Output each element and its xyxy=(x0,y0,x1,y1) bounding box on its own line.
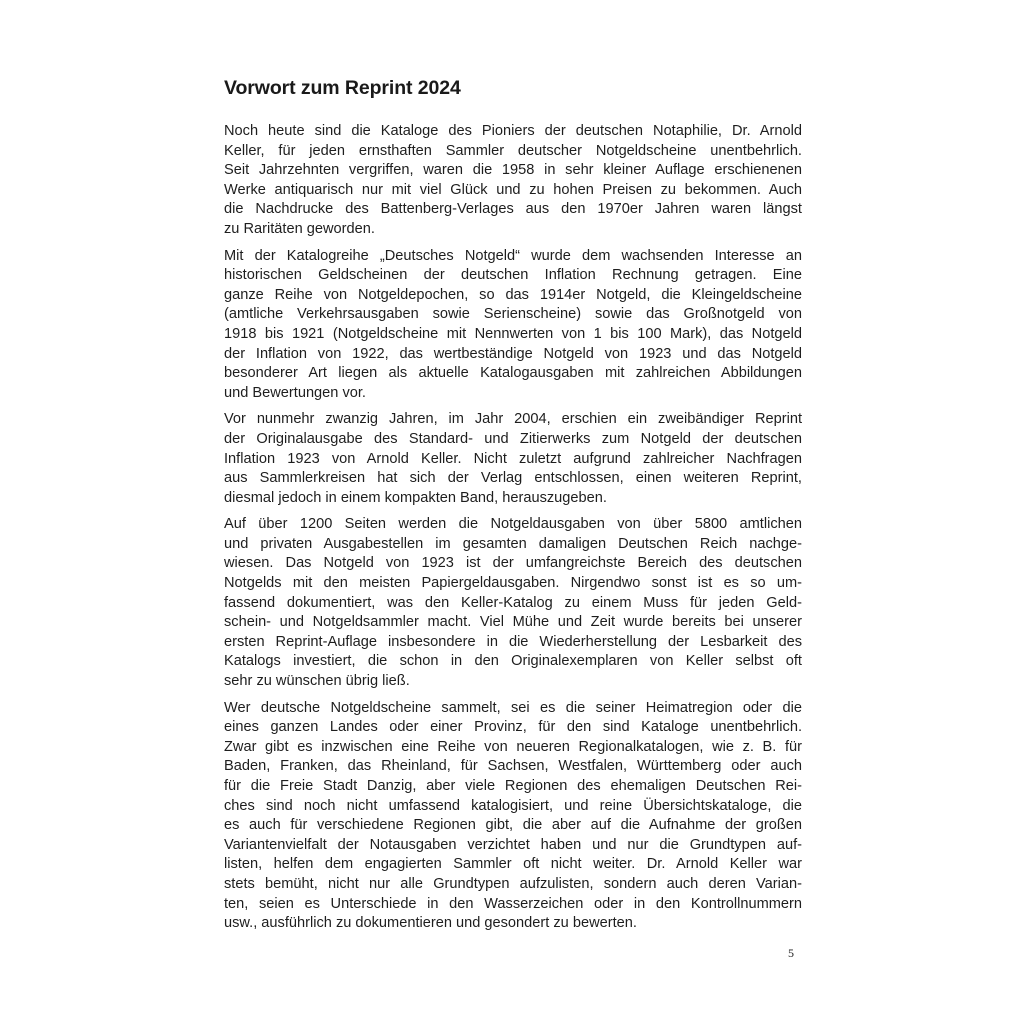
text-line: und Bewertungen vor. xyxy=(224,384,366,401)
text-line: usw., ausführlich zu dokumentieren und gesondert zu bewerten. xyxy=(224,915,637,932)
text-line: listen, helfen dem engagierten Sammler oft nicht weiter. Dr. Arnold Keller war xyxy=(224,856,802,873)
text-line: für die Freie Stadt Danzig, aber viele Regionen des ehemaligen Deutschen Rei- xyxy=(224,778,802,794)
text-line: Notgelds mit den meisten Papiergeldausgaben. Nirgendwo sonst ist es so um- xyxy=(224,575,802,592)
text-line: Baden, Franken, das Rheinland, für Sachsen, Westfalen, Württemberg oder auch xyxy=(224,758,802,775)
text-line: Mit der Katalogreihe „Deutsches Notgeld“ wurde dem wachsenden Interesse an xyxy=(224,247,802,264)
text-line: Auf über 1200 Seiten werden die Notgeldausgaben von über 5800 amtlichen xyxy=(224,516,802,533)
text-line: Zwar gibt es inzwischen eine Reihe von neueren Regionalkatalogen, wie z. B. für xyxy=(224,738,802,755)
text-line: zu Raritäten geworden. xyxy=(224,220,375,237)
page-content xyxy=(224,76,802,941)
text-line: und privaten Ausgabestellen im gesamten damaligen Deutschen Reich nachge- xyxy=(224,535,802,552)
text-line: Wer deutsche Notgeldscheine sammelt, sei es die seiner Heimatregion oder die xyxy=(224,699,802,716)
text-line: es auch für verschiedene Regionen gibt, die aber auf die Aufnahme der großen xyxy=(224,817,802,834)
text-line: stets bemüht, nicht nur alle Grundtypen aufzulisten, sondern auch deren Varian- xyxy=(224,875,802,892)
text-line: besonderer Art liegen als aktuelle Katalogausgaben mit zahlreichen Abbildungen xyxy=(224,365,802,382)
text-line: wiesen. Das Notgeld von 1923 ist der umfangreichste Bereich des deutschen xyxy=(224,555,802,572)
text-line: Noch heute sind die Kataloge des Pioniers der deutschen Notaphilie, Dr. Arnold xyxy=(224,123,802,139)
text-line: Werke antiquarisch nur mit viel Glück und zu hohen Preisen zu bekommen. Auch xyxy=(224,181,802,198)
text-line: eines ganzen Landes oder einer Provinz, für den sind Kataloge unentbehrlich. xyxy=(224,719,802,736)
text-line: aus Sammlerkreisen hat sich der Verlag entschlossen, einen weiteren Reprint, xyxy=(224,470,802,487)
text-line: der Originalausgabe des Standard- und Zitierwerks zum Notgeld der deutschen xyxy=(224,430,802,447)
text-line: diesmal jedoch in einem kompakten Band, herauszugeben. xyxy=(224,489,607,506)
text-line: die Nachdrucke des Battenberg-Verlages aus den 1970er Jahren waren längst xyxy=(224,201,802,218)
text-line: der Inflation von 1922, das wertbeständige Notgeld von 1923 und das Notgeld xyxy=(224,345,802,362)
text-line: 1918 bis 1921 (Notgeldscheine mit Nennwerten von 1 bis 100 Mark), das Notgeld xyxy=(224,325,802,342)
text-line: historischen Geldscheinen der deutschen Inflation Rechnung getragen. Eine xyxy=(224,267,802,284)
text-line: ches sind noch nicht umfassend katalogisiert, und reine Übersichtskataloge, die xyxy=(224,797,802,814)
text-line: Inflation 1923 von Arnold Keller. Nicht zuletzt aufgrund zahlreicher Nachfragen xyxy=(224,450,802,467)
text-line: fassend dokumentiert, was den Keller-Katalog zu einem Muss für jeden Geld- xyxy=(224,594,802,611)
page-number: 5 xyxy=(788,946,794,960)
text-line: ersten Reprint-Auflage insbesondere in die Wiederherstellung der Lesbarkeit des xyxy=(224,633,802,650)
text-line: (amtliche Verkehrsausgaben sowie Serienscheine) sowie das Großnotgeld von xyxy=(224,306,802,323)
paragraph-3 xyxy=(224,410,802,508)
paragraph-5 xyxy=(224,699,802,934)
text-line: sehr zu wünschen übrig ließ. xyxy=(224,673,410,690)
text-line: ten, seien es Unterschiede in den Wasserzeichen oder in den Kontrollnummern xyxy=(224,895,802,912)
text-line: Seit Jahrzehnten vergriffen, waren die 1958 in sehr kleiner Auflage erschienenen xyxy=(224,162,802,179)
text-line: Katalogs investiert, die schon in den Originalexemplaren von Keller selbst oft xyxy=(224,653,802,670)
text-line: ganze Reihe von Notgeldepochen, so das 1914er Notgeld, die Kleingeldscheine xyxy=(224,286,802,303)
text-line: Variantenvielfalt der Notausgaben verzichtet haben und nur die Grundtypen auf- xyxy=(224,836,802,853)
paragraph-2 xyxy=(224,247,802,404)
page-title: Vorwort zum Reprint 2024 xyxy=(224,77,461,99)
text-line: Vor nunmehr zwanzig Jahren, im Jahr 2004, erschien ein zweibändiger Reprint xyxy=(224,411,802,428)
paragraph-4 xyxy=(224,515,802,691)
text-line: schein- und Notgeldsammler macht. Viel Mühe und Zeit wurde bereits bei unserer xyxy=(224,614,802,631)
text-line: Keller, für jeden ernsthaften Sammler deutscher Notgeldscheine unentbehrlich. xyxy=(224,142,802,159)
paragraph-1 xyxy=(224,122,802,240)
body-text xyxy=(224,122,802,934)
